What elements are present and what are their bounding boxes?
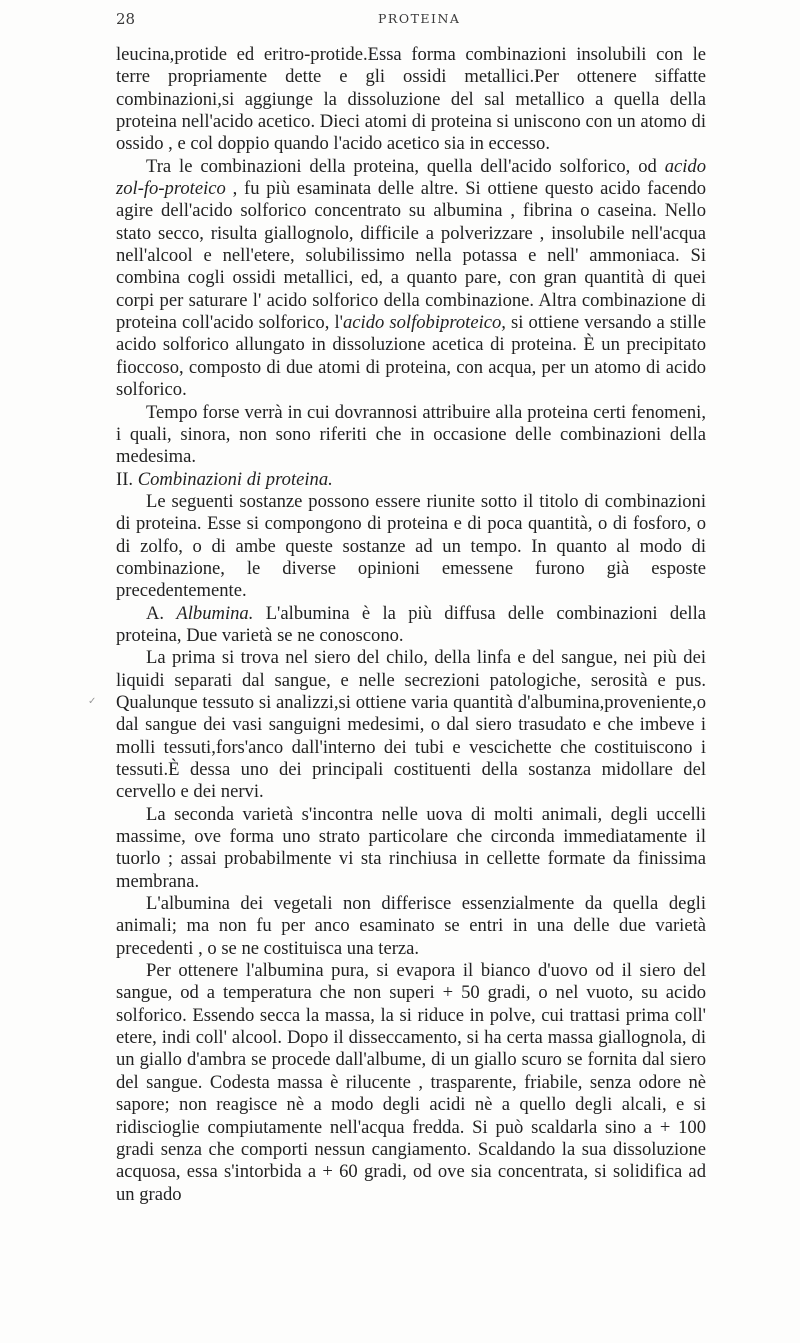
paragraph bbox=[116, 647, 706, 803]
section-heading bbox=[116, 469, 706, 491]
paragraph bbox=[116, 804, 706, 893]
ink-mark: ✓ bbox=[88, 696, 97, 707]
subsection-label: A. bbox=[146, 602, 165, 624]
body-text bbox=[116, 44, 706, 1206]
paragraph-text: , fu più esaminata delle altre. Si ottiene questo acido facendo agire dell'acido solforico concentrato su albumina , fibrina o caseina. Nello stato secco, risulta giallognolo, difficile a polverizzare , insolubile nell'acqua nell'alcool e nell'etere, solubilissimo nella potassa e nell' ammoniaca. Si combina cogli ossidi metallici, ed, a quanto pare, con gran quantità di quei corpi per saturare l' acido solforico della combinazione. Altra combinazione di proteina coll'acido solforico, l' bbox=[116, 178, 706, 334]
paragraph-text: Tempo forse verrà in cui dovrannosi attribuire alla proteina certi fenomeni, i quali, sinora, non sono riferiti che in occasione delle combinazioni della medesima. bbox=[116, 401, 706, 468]
subsection-title: Albumina. bbox=[176, 602, 254, 624]
paragraph bbox=[116, 893, 706, 960]
page-header bbox=[112, 10, 702, 36]
paragraph bbox=[116, 491, 706, 603]
paragraph-text: Tra le combinazioni della proteina, quella dell'acido solforico, od bbox=[146, 155, 665, 177]
paragraph bbox=[116, 402, 706, 469]
running-head: PROTEINA bbox=[378, 11, 461, 26]
paragraph bbox=[116, 960, 706, 1206]
paragraph-text: La seconda varietà s'incontra nelle uova di molti animali, degli uccelli massime, ove forma uno strato particolare che circonda immediatamente il tuorlo ; assai probabilmente vi sta rinchiusa in cellette formate da finissima membrana. bbox=[116, 803, 706, 892]
italic-term: acido zol-fo-proteico bbox=[116, 155, 706, 200]
paragraph-text: L'albumina dei vegetali non differisce essenzialmente da quella degli animali; ma non fu per anco esaminato se entri in una delle due varietà precedenti , o se ne costituisca una terza. bbox=[116, 893, 706, 959]
paragraph bbox=[116, 603, 706, 648]
paragraph bbox=[116, 44, 706, 156]
page-number: 28 bbox=[116, 10, 136, 28]
paragraph bbox=[116, 156, 706, 402]
paragraph-text: L'albumina è la più diffusa delle combinazioni della proteina, Due varietà se ne conoscono. bbox=[116, 602, 706, 646]
paragraph-text: si ottiene versando a stille acido solforico allungato in dissoluzione acetica di proteina. È un precipitato fioccoso, composto di due atomi di proteina, con acqua, per un atomo di acido solforico. bbox=[116, 312, 706, 401]
section-number: II. bbox=[116, 468, 134, 490]
paragraph-text: Per ottenere l'albumina pura, si evapora il bianco d'uovo od il siero del sangue, od a temperatura che non superi + 50 gradi, o nel vuoto, su acido solforico. Essendo secca la massa, la si riduce in polve, cui trattasi prima coll' etere, indi coll' alcool. Dopo il disseccamento, si ha certa massa giallognola, di un giallo d'ambra se procede dall'albume, di un giallo scuro se fornita dal siero del sangue. Codesta massa è rilucente , trasparente, friabile, senza odore nè sapore; non reagisce nè a modo degli acidi nè a quello degli alcali, e si ridiscioglie compiutamente nell'acqua fredda. Si può scaldarla sino a + 100 gradi senza che comporti nessun cangiamento. Scaldando la sua dissoluzione acquosa, essa s'intorbida a + 60 gradi, od ove sia concentrata, si solidifica ad un grado bbox=[116, 960, 706, 1205]
italic-term: acido solfobiproteico, bbox=[342, 312, 506, 334]
paragraph-text: La prima si trova nel siero del chilo, della linfa e del sangue, nei più dei liquidi separati dal sangue, e nelle secrezioni patologiche, serosità e pus. Qualunque tessuto si analizzi,si ottiene varia quantità d'albumina,proveniente,o dal sangue dei vasi sanguigni medesimi, o dal siero trasudato e che imbeve i molli tessuti,fors'anco dall'interno dei tubi e vescichette che costituiscono i tessuti.È dessa uno dei principali costituenti della sostanza midollare del cervello e dei nervi. bbox=[116, 647, 706, 803]
paragraph-text: leucina,protide ed eritro-protide.Essa forma combinazioni insolubili con le terre propriamente dette e gli ossidi metallici.Per ottenere siffatte combinazioni,si aggiunge la dissoluzione del sal metallico a quella della proteina nell'acido acetico. Dieci atomi di proteina si uniscono con un atomo di ossido , e col doppio quando l'acido acetico sia in eccesso. bbox=[116, 44, 706, 155]
paragraph-text: Le seguenti sostanze possono essere riunite sotto il titolo di combinazioni di proteina. Esse si compongono di proteina e di poca quantità, o di fosforo, o di zolfo, o di ambe queste sostanze ad un tempo. In quanto al modo di combinazione, le diverse opinioni emessene furono già esposte precedentemente. bbox=[116, 490, 706, 602]
section-title: Combinazioni di proteina. bbox=[137, 468, 333, 490]
